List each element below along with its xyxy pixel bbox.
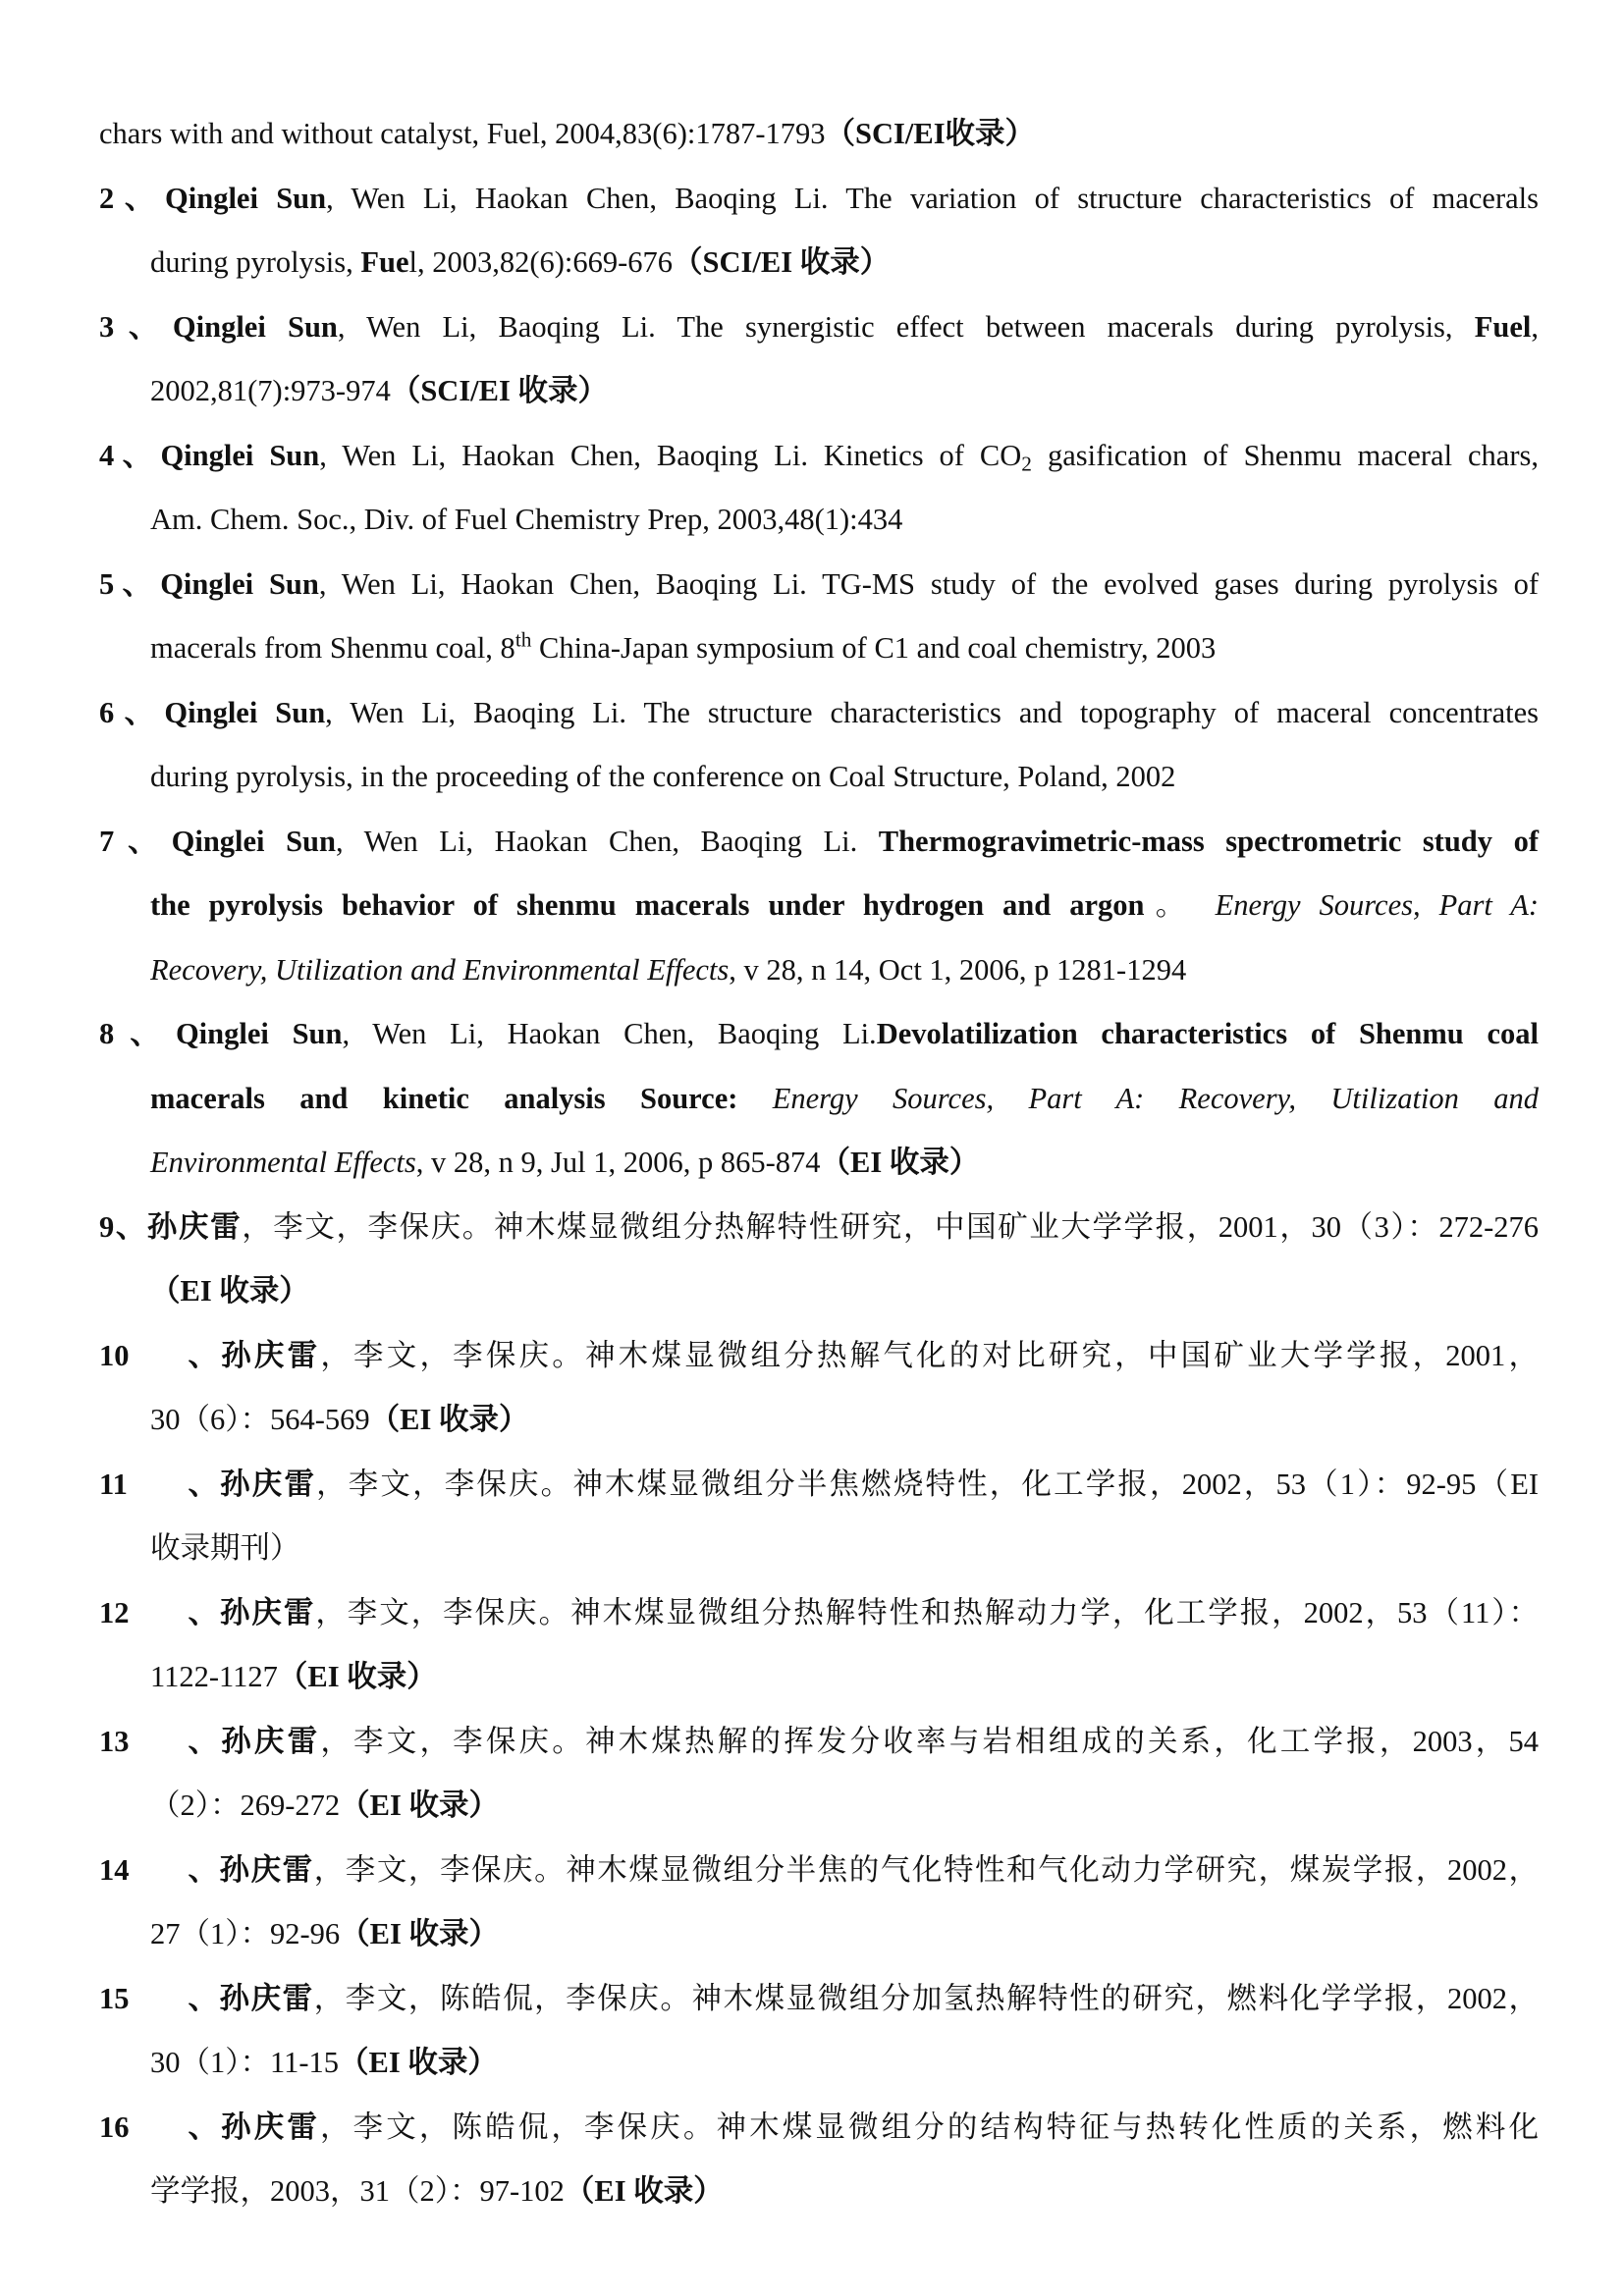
reference-line [99, 1902, 1539, 1967]
index-tag: （SCI/EI 收录） [390, 374, 608, 407]
reference-line [99, 1710, 1539, 1775]
reference-line [99, 938, 1539, 1003]
index-tag: （SCI/EI 收录） [673, 245, 891, 279]
index-tag: （EI 收录） [277, 1660, 437, 1693]
journal-name: Environmental Effects [150, 1146, 416, 1179]
reference-text: 2002,81(7):973-974 [150, 374, 391, 407]
reference-text: macerals from Shenmu coal, 8 [150, 631, 515, 665]
reference-text: 1122-1127 [150, 1660, 278, 1693]
reference-item [99, 681, 1539, 810]
reference-line [99, 102, 1539, 167]
author-name: Qinglei Sun [171, 824, 336, 858]
reference-text: ，李文，李保庆。神木煤显微组分热解气化的对比研究，中国矿业大学学报，2001， [320, 1338, 1540, 1372]
reference-item [99, 1002, 1539, 1196]
reference-text: 收录期刊） [150, 1531, 300, 1565]
reference-text: 30（1）：11-15 [150, 2046, 340, 2079]
journal-name: Fue [360, 245, 409, 279]
reference-number: 10、 [99, 1338, 218, 1372]
reference-text: , Wen Li, Haokan Chen, Baoqing Li. Kinetics of CO [319, 438, 1022, 472]
reference-item [99, 2096, 1539, 2224]
reference-item [99, 1967, 1539, 2096]
index-tag: （EI 收录） [150, 1274, 309, 1308]
author-name: 孙庆雷 [218, 1338, 321, 1372]
reference-item [99, 810, 1539, 1003]
author-name: 孙庆雷 [146, 1209, 243, 1244]
reference-line [99, 295, 1539, 360]
reference-item [99, 167, 1539, 295]
reference-text: Am. Chem. Soc., Div. of Fuel Chemistry Prep, 2003,48(1):434 [150, 503, 903, 536]
reference-text: 。 [1144, 888, 1197, 922]
journal-name: Energy Sources, Part A: Recovery, Utilization and [737, 1081, 1540, 1115]
journal-name: Energy Sources, Part A: [1215, 888, 1540, 922]
reference-text: , Wen Li, Haokan Chen, Baoqing Li. [335, 824, 879, 858]
author-name: Qinglei Sun [172, 309, 338, 344]
paper-title: Thermogravimetric-mass spectrometric study of [878, 824, 1539, 858]
reference-line [99, 681, 1539, 746]
reference-number: 6、 [99, 695, 165, 729]
reference-text: 30（6）：564-569 [150, 1403, 370, 1436]
reference-line [99, 1581, 1539, 1646]
reference-line [99, 2160, 1539, 2224]
reference-line [99, 1967, 1539, 2032]
reference-item [99, 553, 1539, 681]
index-tag: （EI 收录） [820, 1146, 980, 1179]
reference-number: 12、 [99, 1595, 218, 1629]
reference-text: , v 28, n 14, Oct 1, 2006, p 1281-1294 [729, 952, 1187, 987]
reference-line [99, 359, 1539, 424]
reference-text: 27（1）：92-96 [150, 1917, 341, 1950]
reference-line [99, 488, 1539, 553]
index-tag: （SCI/EI收录） [825, 117, 1036, 150]
index-tag: （EI 收录） [340, 1917, 500, 1950]
reference-line [99, 1196, 1539, 1260]
reference-item [99, 1324, 1539, 1453]
reference-text: （2）：269-272 [150, 1789, 341, 1822]
index-tag: （EI 收录） [339, 2046, 498, 2079]
reference-text: ，李文，李保庆。神木煤显微组分热解特性和热解动力学，化工学报，2002，53（11）： [315, 1595, 1539, 1629]
reference-line [99, 874, 1539, 938]
journal-name: Fuel [1474, 309, 1532, 344]
reference-text: , v 28, n 9, Jul 1, 2006, p 865-874 [415, 1146, 821, 1179]
index-tag: （EI 收录） [564, 2174, 724, 2208]
reference-line [99, 616, 1539, 681]
reference-number: 14、 [99, 1852, 218, 1887]
reference-number: 5、 [99, 566, 161, 601]
reference-number: 8、 [99, 1017, 176, 1050]
paper-title: the pyrolysis behavior of shenmu macerals under hydrogen and argon [150, 888, 1145, 922]
paper-title: Devolatilization characteristics of Shenmu coal [876, 1017, 1539, 1050]
reference-text: , Wen Li, Haokan Chen, Baoqing Li. The variation of structure characteristics of macerals [326, 181, 1539, 215]
reference-text: during pyrolysis, [150, 245, 361, 279]
reference-line [99, 1067, 1539, 1132]
reference-line [99, 745, 1539, 810]
reference-text: chars with and without catalyst, Fuel, 2004,83(6):1787-1793 [99, 117, 826, 150]
author-name: 孙庆雷 [218, 1852, 314, 1887]
author-name: Qinglei Sun [160, 438, 320, 472]
author-name: Qinglei Sun [164, 695, 326, 729]
reference-number: 9、 [99, 1209, 147, 1244]
reference-line [99, 1645, 1539, 1710]
reference-text: , Wen Li, Baoqing Li. The structure characteristics and topography of maceral concentrates [325, 695, 1539, 729]
reference-number: 11、 [99, 1467, 218, 1501]
author-name: 孙庆雷 [218, 1595, 316, 1629]
reference-item [99, 1453, 1539, 1581]
reference-number: 4、 [99, 438, 161, 472]
paper-title: macerals and kinetic analysis Source: [150, 1081, 738, 1115]
reference-number: 15、 [99, 1981, 218, 2015]
reference-text: ，李文，陈皓侃，李保庆。神木煤显微组分加氢热解特性的研究，燃料化学学报，2002， [313, 1981, 1540, 2015]
author-name: Qinglei Sun [160, 566, 319, 601]
reference-number: 16、 [99, 2109, 218, 2144]
author-name: 孙庆雷 [218, 1981, 314, 2015]
reference-text: , [1531, 309, 1539, 344]
reference-line [99, 2031, 1539, 2096]
reference-line [99, 2096, 1539, 2161]
reference-text: , Wen Li, Haokan Chen, Baoqing Li. [342, 1017, 877, 1050]
reference-text: China-Japan symposium of C1 and coal chemistry, 2003 [531, 631, 1217, 665]
reference-text: during pyrolysis, in the proceeding of the conference on Coal Structure, Poland, 2002 [150, 760, 1176, 793]
reference-line [99, 810, 1539, 875]
reference-line [99, 1324, 1539, 1389]
reference-text: ，李文，李保庆。神木煤热解的挥发分收率与岩相组成的关系，化工学报，2003，54 [320, 1724, 1540, 1758]
reference-item [99, 424, 1539, 553]
author-name: 孙庆雷 [218, 2109, 320, 2144]
reference-line [99, 1774, 1539, 1839]
reference-text: gasification of Shenmu maceral chars, [1031, 438, 1539, 472]
index-tag: （EI 收录） [369, 1403, 529, 1436]
reference-number: 7、 [99, 824, 172, 858]
subscript: 2 [1021, 451, 1032, 475]
reference-number: 2、 [99, 181, 166, 215]
reference-line [99, 1388, 1539, 1453]
reference-number: 13、 [99, 1724, 218, 1758]
reference-item [99, 1581, 1539, 1710]
reference-text: ，李文，李保庆。神木煤显微组分半焦的气化特性和气化动力学研究，煤炭学报，2002， [313, 1852, 1540, 1887]
reference-item [99, 1196, 1539, 1324]
author-name: Qinglei Sun [175, 1017, 343, 1050]
reference-line [99, 1131, 1539, 1196]
reference-line [99, 1453, 1539, 1518]
reference-text: , Wen Li, Baoqing Li. The synergistic effect between macerals during pyrolysis, [337, 309, 1475, 344]
reference-item [99, 295, 1539, 424]
author-name: Qinglei Sun [165, 181, 327, 215]
reference-text: ，李文，李保庆。神木煤显微组分半焦燃烧特性，化工学报，2002，53（1）：92-95（EI [316, 1467, 1539, 1501]
author-name: 孙庆雷 [218, 1724, 321, 1758]
reference-line [99, 1517, 1539, 1581]
author-name: 孙庆雷 [218, 1467, 317, 1501]
reference-number: 3、 [99, 309, 173, 344]
reference-item [99, 102, 1539, 167]
reference-text: 学学报，2003，31（2）：97-102 [150, 2174, 565, 2208]
reference-item [99, 1839, 1539, 1967]
reference-text: ，李文，陈皓侃，李保庆。神木煤显微组分的结构特征与热转化性质的关系，燃料化 [320, 2109, 1539, 2144]
reference-line [99, 553, 1539, 617]
journal-name: Recovery, Utilization and Environmental Effects [150, 952, 730, 987]
index-tag: （EI 收录） [340, 1789, 500, 1822]
reference-text: ，李文，李保庆。神木煤显微组分热解特性研究，中国矿业大学学报，2001，30（3）：272-276 [242, 1209, 1540, 1244]
reference-text: l, 2003,82(6):669-676 [408, 245, 674, 279]
superscript: th [514, 627, 532, 652]
reference-line [99, 1839, 1539, 1903]
reference-list [99, 102, 1539, 2224]
reference-item [99, 1710, 1539, 1839]
reference-line [99, 167, 1539, 232]
reference-line [99, 1002, 1539, 1067]
reference-line [99, 231, 1539, 295]
reference-text: , Wen Li, Haokan Chen, Baoqing Li. TG-MS study of the evolved gases during pyrolysis of [318, 566, 1540, 601]
reference-line [99, 424, 1539, 489]
